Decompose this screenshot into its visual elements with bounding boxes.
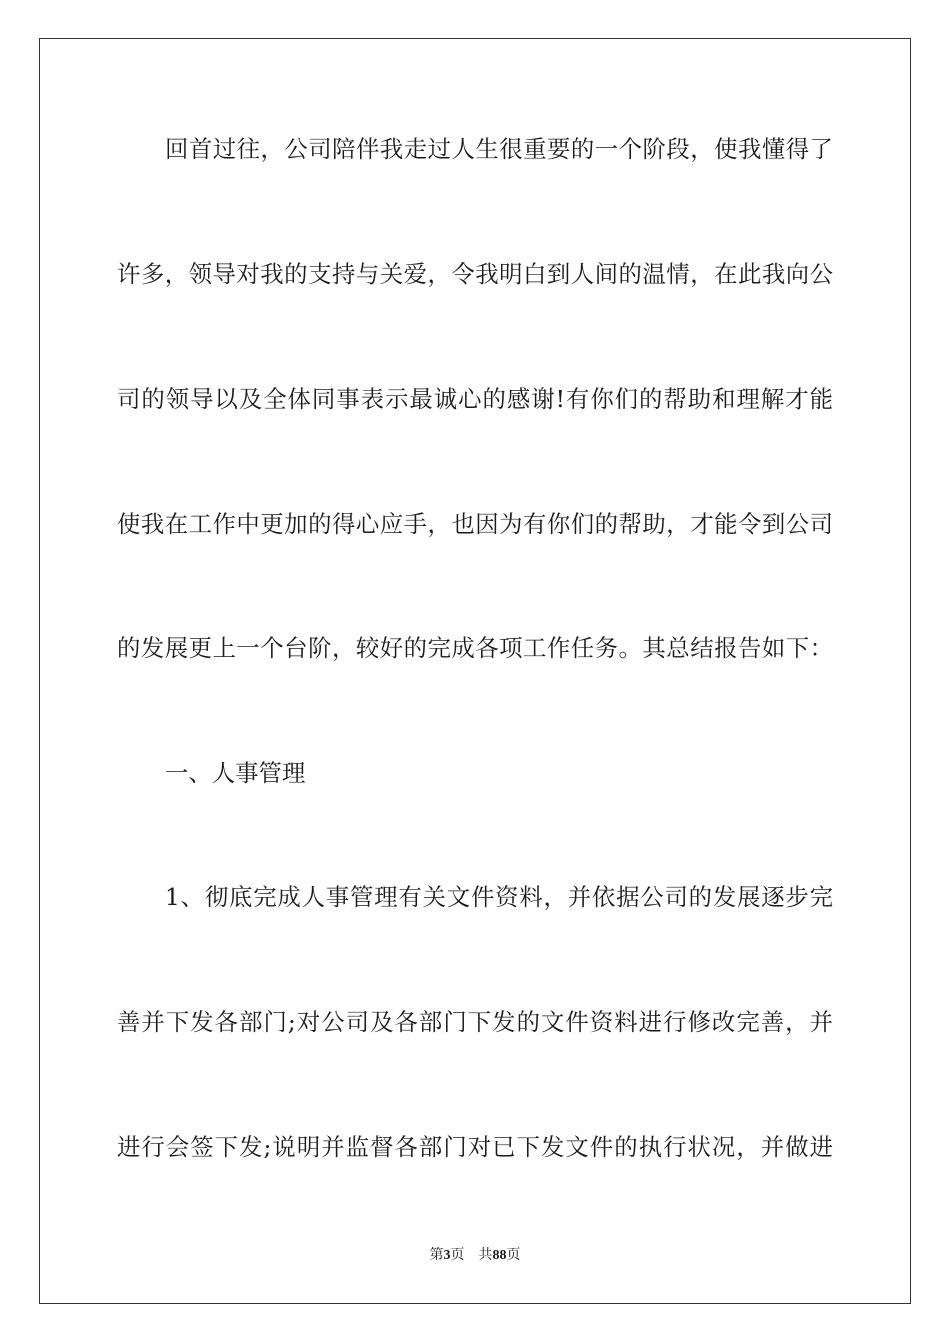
paragraph-line: 司的领导以及全体同事表示最诚心的感谢!有你们的帮助和理解才能 <box>117 385 833 413</box>
paragraph-line: 善并下发各部门;对公司及各部门下发的文件资料进行修改完善，并 <box>117 1008 833 1036</box>
paragraph-line: 1、彻底完成人事管理有关文件资料，并依据公司的发展逐步完 <box>165 883 833 911</box>
footer-prefix: 第 <box>429 1248 444 1263</box>
total-pages-number: 88 <box>492 1248 507 1263</box>
current-page-number: 3 <box>443 1248 451 1263</box>
paragraph-line: 许多，领导对我的支持与关爱，令我明白到人间的温情，在此我向公 <box>117 260 833 288</box>
footer-total-suffix: 页 <box>506 1248 521 1263</box>
paragraph-line: 进行会签下发;说明并监督各部门对已下发文件的执行状况，并做进 <box>117 1133 833 1161</box>
page-border <box>39 38 911 1304</box>
paragraph-line: 的发展更上一个台阶，较好的完成各项工作任务。其总结报告如下： <box>117 634 833 662</box>
paragraph-line: 使我在工作中更加的得心应手，也因为有你们的帮助，才能令到公司 <box>117 510 833 538</box>
page-footer <box>0 1247 950 1265</box>
footer-page-suffix: 页 <box>450 1248 465 1263</box>
paragraph-line: 回首过往，公司陪伴我走过人生很重要的一个阶段，使我懂得了 <box>165 135 833 163</box>
footer-total-prefix: 共 <box>478 1248 493 1263</box>
section-heading: 一、人事管理 <box>165 759 306 787</box>
